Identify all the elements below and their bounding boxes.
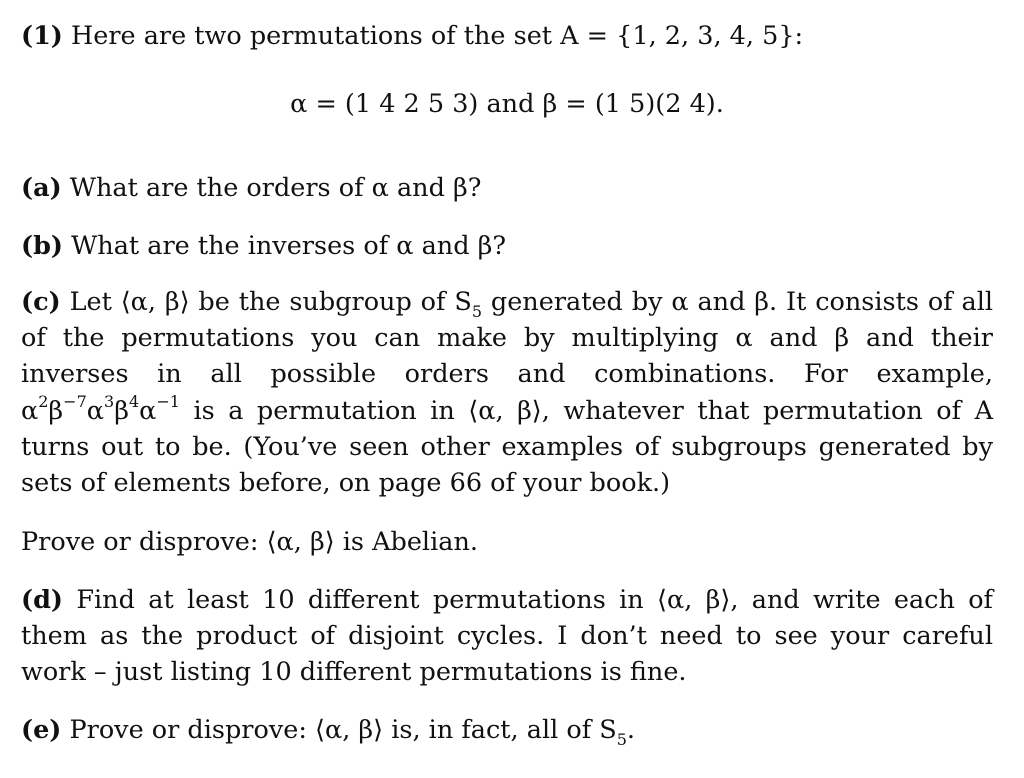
part-e-tail: . (626, 715, 636, 745)
part-c-line3-head: inverses in all possible orders and combinations. For example, α (21, 359, 993, 426)
part-c-line2: of all of the permutations you can make by multiplying α and β and their (21, 287, 994, 354)
part-c-line1-tail: generated by α and β. It consists (482, 287, 919, 317)
part-a-label: (a) (21, 173, 62, 203)
part-c-line4: is a permutation in ⟨α, β⟩, whatever that permutation of A turns out to (21, 395, 993, 462)
part-c-alpha: α (86, 395, 104, 426)
problem-intro-text: Here are two permutations of the set A = {1, 2, 3, 4, 5}: (70, 21, 804, 51)
part-e-subscript: 5 (616, 730, 627, 750)
part-a-text: What are the orders of α and β? (69, 173, 482, 203)
part-d-line3: listing 10 different permutations is fine. (170, 657, 687, 688)
part-c-exponent-4: 4 (128, 392, 140, 412)
part-c-exponent-2: −7 (63, 392, 87, 412)
part-c-line5: be. (You’ve seen other examples of subgroups generated by sets of elements (21, 431, 994, 499)
part-c-exponent-5: −1 (156, 392, 180, 412)
part-c-line1-subscript: 5 (471, 302, 483, 322)
part-b-label: (b) (21, 231, 63, 261)
part-e-label: (e) (21, 715, 62, 745)
part-b (21, 228, 993, 264)
part-c-exponent-1: 2 (38, 392, 49, 412)
permutation-definition: α = (1 4 2 5 3) and β = (1 5)(2 4). (290, 89, 724, 119)
part-c-line6: before, on page 66 of your book.) (239, 468, 671, 499)
part-d-line2: as the product of disjoint cycles. I don’t need to see your careful work – just (21, 621, 994, 688)
part-c-exponent-3: 3 (104, 392, 115, 412)
part-c-beta-2: β (114, 395, 129, 426)
part-c-alpha-2: α (139, 395, 157, 426)
part-c-label: (c) (21, 287, 61, 317)
part-d-label: (d) (21, 585, 63, 615)
part-c-line1: Let ⟨α, β⟩ be the subgroup of S (69, 287, 472, 317)
part-c (21, 284, 993, 501)
part-e-text: Prove or disprove: ⟨α, β⟩ is, in fact, all of S (69, 715, 617, 745)
part-d-line1: Find at least 10 different permutations in ⟨α, β⟩, and write each of them (21, 585, 993, 652)
part-c-beta: β (48, 395, 64, 426)
part-d (21, 582, 993, 691)
part-b-text: What are the inverses of α and β? (71, 231, 507, 261)
part-e (21, 712, 993, 748)
problem-number: (1) (21, 21, 63, 51)
problem-intro (21, 18, 993, 54)
part-c-prove: Prove or disprove: ⟨α, β⟩ is Abelian. (21, 527, 478, 557)
part-a (21, 170, 993, 206)
